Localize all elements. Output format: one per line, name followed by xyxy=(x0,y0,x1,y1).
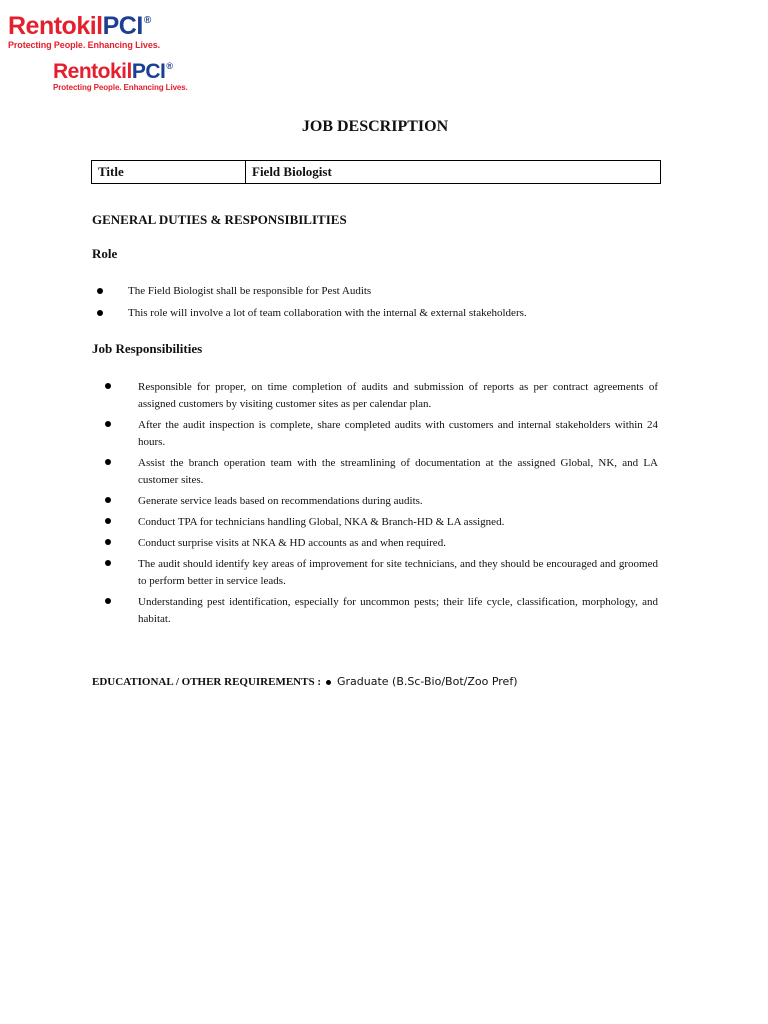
bullet-icon xyxy=(105,497,111,503)
list-item xyxy=(92,305,662,327)
job-title-label: Title xyxy=(92,161,246,183)
responsibilities-list xyxy=(92,379,658,632)
logo-tagline: Protecting People. Enhancing Lives. xyxy=(53,83,188,92)
bullet-icon xyxy=(97,288,103,294)
job-title-table xyxy=(91,160,661,184)
header-logo xyxy=(8,14,160,50)
education-label: EDUCATIONAL / OTHER REQUIREMENTS : xyxy=(92,676,321,688)
list-item-text: The Field Biologist shall be responsible for Pest Audits xyxy=(128,285,372,297)
list-item xyxy=(92,379,658,413)
list-item xyxy=(92,594,658,628)
bullet-icon xyxy=(105,421,111,427)
list-item xyxy=(92,455,658,489)
list-item xyxy=(92,493,658,510)
bullet-icon xyxy=(326,680,331,685)
list-item-text: Generate service leads based on recommendations during audits. xyxy=(138,495,423,507)
list-item-text: The audit should identify key areas of improvement for site technicians, and they should be encouraged and groomed to perform better in service leads. xyxy=(138,558,658,587)
logo-brand: Rentokil xyxy=(8,12,103,40)
logo-wordmark xyxy=(8,14,160,39)
general-duties-heading: GENERAL DUTIES & RESPONSIBILITIES xyxy=(92,212,347,227)
list-item-text: Responsible for proper, on time completion of audits and submission of reports as per contract agreements of assigned customers by visiting customer sites as per calendar plan. xyxy=(138,381,658,410)
list-item xyxy=(92,535,658,552)
bullet-icon xyxy=(105,518,111,524)
bullet-icon xyxy=(105,560,111,566)
list-item-text: Understanding pest identification, especially for uncommon pests; their life cycle, classification, morphology, and habitat. xyxy=(138,596,658,625)
role-list xyxy=(92,283,662,327)
registered-mark-icon: ® xyxy=(143,15,151,26)
list-item-text: Conduct surprise visits at NKA & HD accounts as and when required. xyxy=(138,537,446,549)
list-item xyxy=(92,556,658,590)
list-item-text: Conduct TPA for technicians handling Global, NKA & Branch-HD & LA assigned. xyxy=(138,516,505,528)
job-title-value: Field Biologist xyxy=(252,164,332,179)
list-item-text: Assist the branch operation team with the streamlining of documentation at the assigned Global, NK, and LA customer sites. xyxy=(138,457,658,486)
document-logo xyxy=(53,61,188,92)
logo-tagline: Protecting People. Enhancing Lives. xyxy=(8,40,161,50)
logo-wordmark xyxy=(53,61,188,82)
list-item-text: After the audit inspection is complete, share completed audits with customers and internal stakeholders within 24 hours. xyxy=(138,419,658,448)
list-item-text: This role will involve a lot of team collaboration with the internal & external stakeholders. xyxy=(128,307,527,319)
bullet-icon xyxy=(105,539,111,545)
list-item xyxy=(92,417,658,451)
list-item xyxy=(92,283,662,305)
education-value: Graduate (B.Sc-Bio/Bot/Zoo Pref) xyxy=(337,675,518,688)
job-responsibilities-heading: Job Responsibilities xyxy=(92,341,203,356)
education-requirements xyxy=(92,675,712,688)
bullet-icon xyxy=(105,383,111,389)
bullet-icon xyxy=(97,310,103,316)
page-title: JOB DESCRIPTION xyxy=(301,118,449,135)
role-heading: Role xyxy=(92,246,118,261)
logo-suffix: PCI xyxy=(102,12,143,40)
logo-suffix: PCI xyxy=(131,60,166,83)
bullet-icon xyxy=(105,459,111,465)
list-item xyxy=(92,514,658,531)
logo-brand: Rentokil xyxy=(53,60,132,83)
bullet-icon xyxy=(105,598,111,604)
registered-mark-icon: ® xyxy=(166,61,173,71)
